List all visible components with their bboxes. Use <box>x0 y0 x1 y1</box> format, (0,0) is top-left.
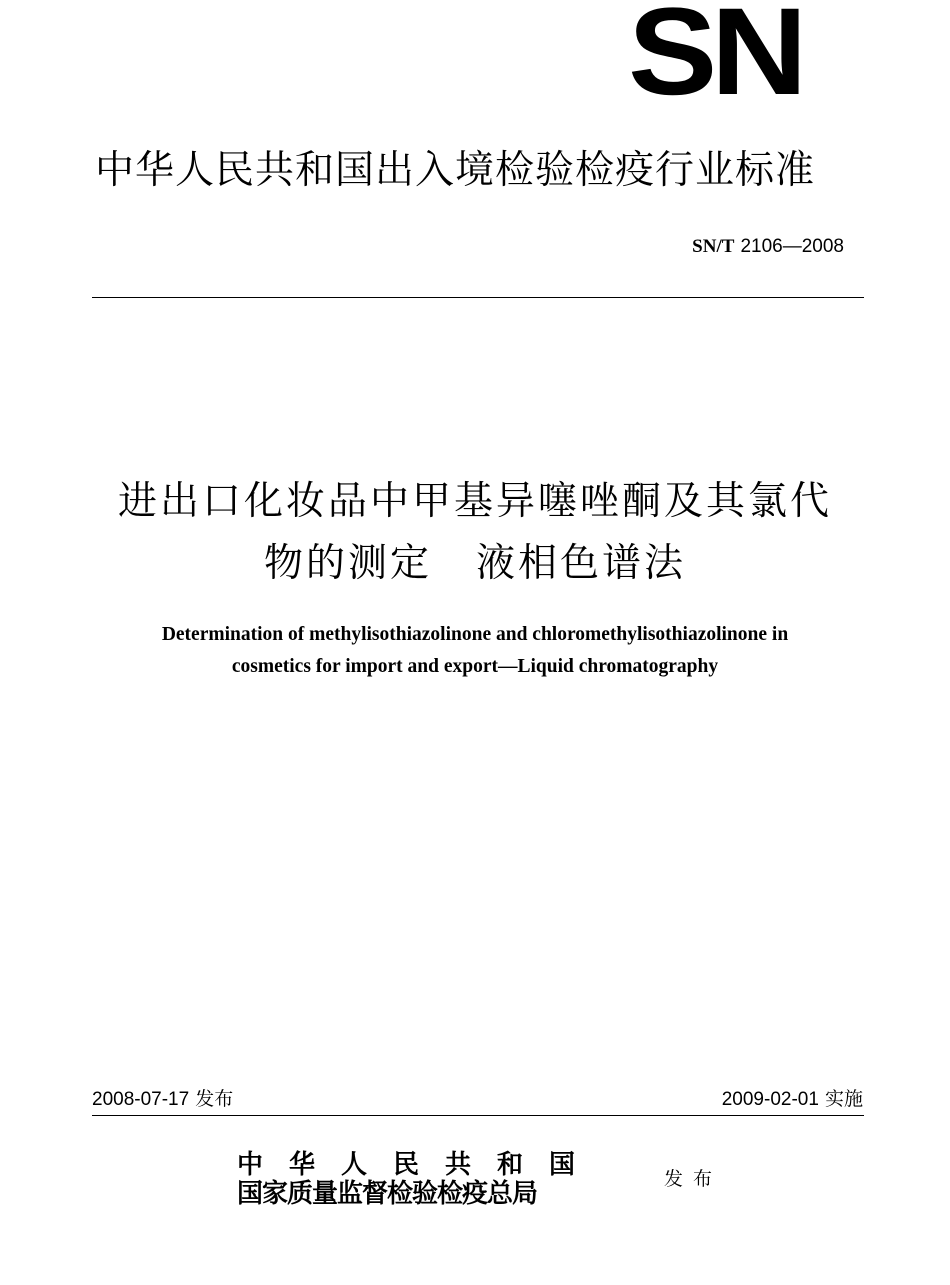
standard-number <box>692 233 844 260</box>
standard-category-title: 中华人民共和国出入境检验检疫行业标准 <box>95 148 816 193</box>
issue-date-label: 发布 <box>195 1088 234 1110</box>
chinese-title-line-1: 进出口化妆品中甲基异噻唑酮及其氯代 <box>117 479 832 524</box>
chinese-title-method: 液相色谱法 <box>476 541 687 586</box>
implementation-date <box>722 1086 863 1113</box>
english-title-line-2: cosmetics for import and export—Liquid chromatography <box>231 656 719 677</box>
standard-number-prefix: SN/T <box>692 236 735 257</box>
issuer-action-label: 发布 <box>664 1168 723 1190</box>
issue-date <box>92 1086 233 1113</box>
bottom-divider <box>92 1115 864 1116</box>
standard-number-value: 2106—2008 <box>740 236 844 257</box>
issuer-agency: 国家质量监督检验检疫总局 <box>237 1179 538 1209</box>
implementation-date-value: 2009-02-01 <box>721 1089 819 1110</box>
chinese-title-subject: 物的测定 <box>263 541 432 586</box>
english-title-line-1: Determination of methylisothiazolinone and chloromethylisothiazolinone in <box>161 624 789 645</box>
issue-date-value: 2008-07-17 <box>92 1089 190 1110</box>
chinese-title-line-2 <box>80 537 870 591</box>
issuer-country: 中华人民共和国 <box>237 1150 602 1180</box>
top-divider <box>92 297 864 298</box>
implementation-date-label: 实施 <box>824 1088 863 1110</box>
sn-logo: SN <box>628 0 802 121</box>
